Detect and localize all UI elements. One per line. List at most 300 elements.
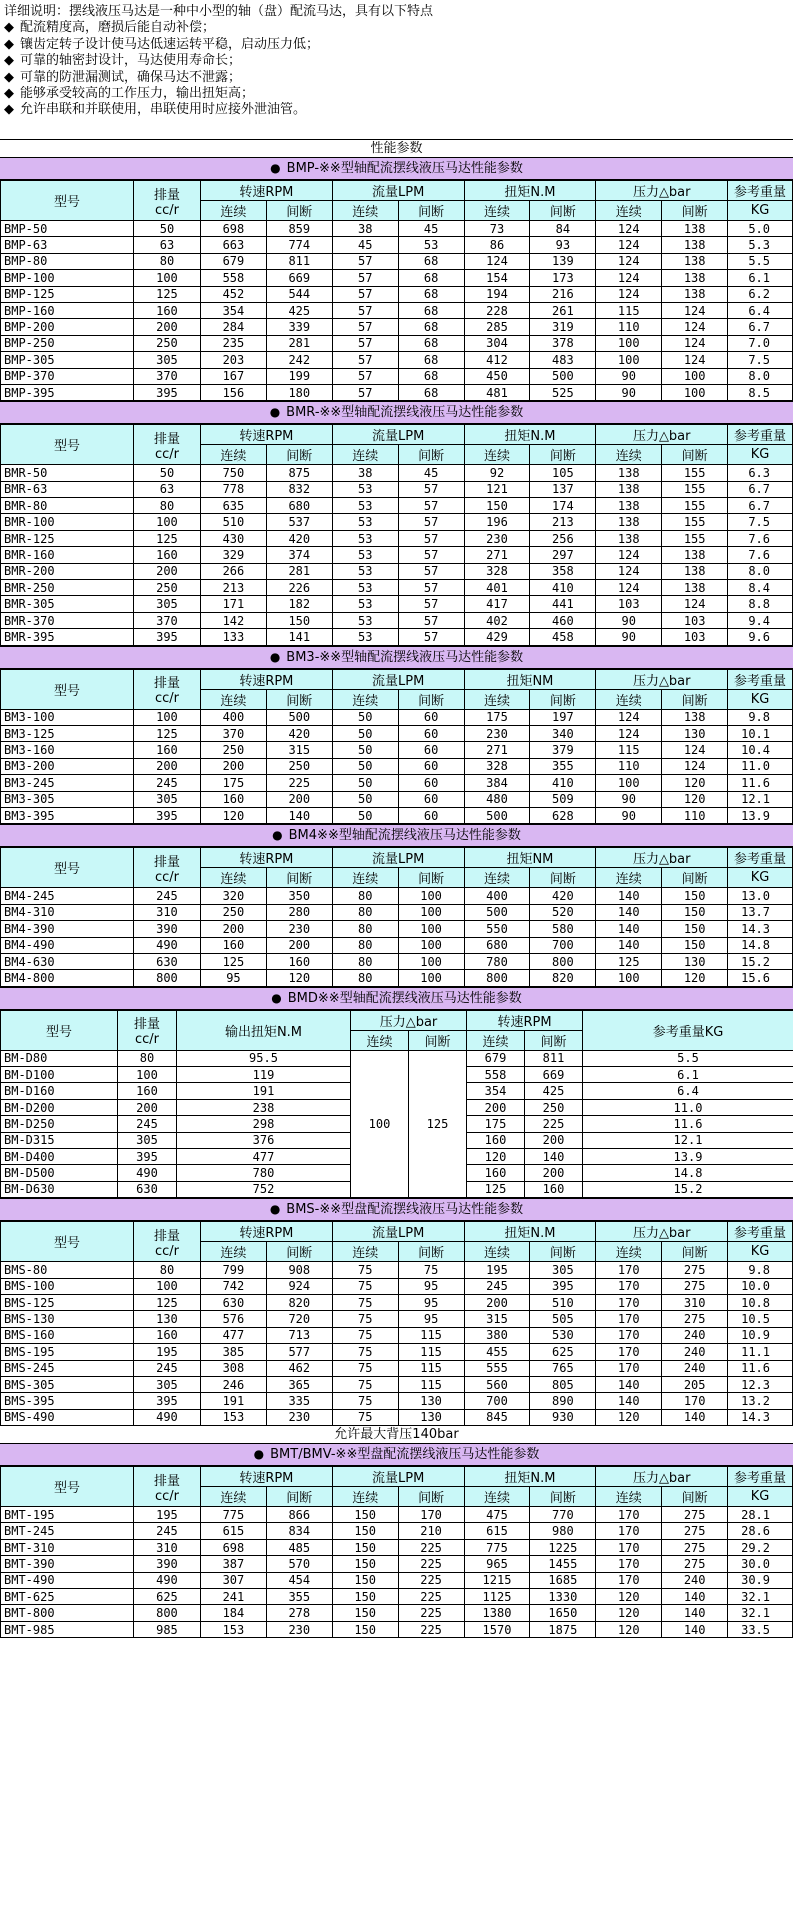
col-header-intermittent: 间断 — [530, 1242, 596, 1262]
col-header-intermittent: 间断 — [530, 1487, 596, 1507]
value-cell: 390 — [133, 1556, 200, 1572]
value-cell: 370 — [133, 368, 200, 384]
table-row — [1, 904, 793, 920]
bmd-spec-table — [0, 1010, 793, 1199]
value-cell: 182 — [266, 596, 332, 612]
col-header-continuous: 连续 — [596, 1242, 662, 1262]
weight-cell: 33.5 — [728, 1621, 793, 1637]
value-cell: 635 — [200, 498, 266, 514]
value-cell: 875 — [266, 465, 332, 481]
value-cell: 713 — [266, 1327, 332, 1343]
value-cell: 965 — [464, 1556, 530, 1572]
weight-cell: 14.3 — [728, 921, 793, 937]
feature-text: 可靠的防泄漏测试，确保马达不泄露； — [20, 69, 242, 85]
value-cell: 355 — [266, 1589, 332, 1605]
table-row — [1, 709, 793, 725]
table-row — [1, 1393, 793, 1409]
value-cell: 100 — [398, 921, 464, 937]
value-cell: 1875 — [530, 1621, 596, 1637]
col-header-weight-unit: KG — [728, 689, 793, 709]
value-cell: 615 — [464, 1523, 530, 1539]
col-header-torque: 扭矩NM — [464, 669, 596, 689]
value-cell: 780 — [177, 1165, 351, 1181]
value-cell: 95 — [398, 1311, 464, 1327]
value-cell: 742 — [200, 1278, 266, 1294]
value-cell: 50 — [133, 221, 200, 237]
weight-cell: 9.6 — [728, 629, 793, 645]
value-cell: 138 — [596, 530, 662, 546]
value-cell: 80 — [332, 970, 398, 986]
value-cell: 278 — [266, 1605, 332, 1621]
value-cell: 68 — [398, 286, 464, 302]
value-cell: 110 — [662, 807, 728, 823]
model-cell: BM-D160 — [1, 1083, 118, 1099]
weight-cell: 6.1 — [728, 270, 793, 286]
value-cell: 110 — [596, 758, 662, 774]
circle-bullet-icon: ● — [272, 828, 283, 843]
weight-cell: 11.6 — [728, 1360, 793, 1376]
value-cell: 125 — [133, 530, 200, 546]
value-cell: 213 — [530, 514, 596, 530]
value-cell: 150 — [266, 612, 332, 628]
value-cell: 615 — [200, 1523, 266, 1539]
model-cell: BM-D250 — [1, 1116, 118, 1132]
value-cell: 120 — [596, 1409, 662, 1425]
col-header-displacement-label: 排量 — [153, 431, 180, 447]
table-row — [1, 1327, 793, 1343]
model-cell: BMP-80 — [1, 253, 134, 269]
value-cell: 68 — [398, 302, 464, 318]
col-header-continuous: 连续 — [200, 445, 266, 465]
circle-bullet-icon: ● — [269, 405, 281, 420]
col-header-speed: 转速RPM — [200, 1467, 332, 1487]
table-title-bar — [0, 824, 793, 847]
col-header-displacement-unit: cc/r — [134, 1032, 160, 1048]
value-cell: 80 — [133, 1262, 200, 1278]
value-cell: 80 — [332, 921, 398, 937]
value-cell: 124 — [662, 352, 728, 368]
value-cell: 170 — [662, 1393, 728, 1409]
value-cell: 153 — [200, 1621, 266, 1637]
table-row — [1, 563, 793, 579]
value-cell: 124 — [596, 270, 662, 286]
spec-table — [0, 1466, 793, 1638]
value-cell: 53 — [332, 481, 398, 497]
value-cell: 490 — [133, 937, 200, 953]
value-cell: 680 — [266, 498, 332, 514]
col-header-output-torque: 输出扭矩N.M — [177, 1010, 351, 1050]
weight-cell: 6.3 — [728, 465, 793, 481]
value-cell: 310 — [133, 904, 200, 920]
table-title-bar — [0, 646, 793, 669]
value-cell: 195 — [133, 1507, 200, 1523]
value-cell: 75 — [332, 1311, 398, 1327]
value-cell: 90 — [596, 629, 662, 645]
value-cell: 95 — [200, 970, 266, 986]
value-cell: 170 — [596, 1311, 662, 1327]
col-header-flow: 流量LPM — [332, 848, 464, 868]
value-cell: 100 — [118, 1067, 177, 1083]
value-cell: 75 — [332, 1393, 398, 1409]
value-cell: 160 — [133, 1327, 200, 1343]
value-cell: 365 — [266, 1376, 332, 1392]
value-cell: 370 — [133, 612, 200, 628]
col-header-model: 型号 — [1, 669, 134, 709]
value-cell: 170 — [596, 1278, 662, 1294]
col-header-displacement-label: 排量 — [153, 1473, 180, 1489]
model-cell: BMR-50 — [1, 465, 134, 481]
value-cell: 63 — [133, 237, 200, 253]
table-row — [1, 302, 793, 318]
value-cell: 228 — [464, 302, 530, 318]
value-cell: 124 — [662, 319, 728, 335]
col-header-intermittent: 间断 — [530, 201, 596, 221]
value-cell: 130 — [662, 725, 728, 741]
col-header-intermittent: 间断 — [398, 689, 464, 709]
value-cell: 80 — [332, 888, 398, 904]
intro-heading: 详细说明：摆线液压马达是一种中小型的轴（盘）配流马达，具有以下特点 — [4, 4, 434, 19]
model-cell: BM3-395 — [1, 807, 134, 823]
table-title-bar — [0, 157, 793, 180]
value-cell: 281 — [266, 563, 332, 579]
weight-cell: 10.4 — [728, 742, 793, 758]
value-cell: 242 — [266, 352, 332, 368]
value-cell: 38 — [332, 221, 398, 237]
value-cell: 480 — [464, 791, 530, 807]
value-cell: 171 — [200, 596, 266, 612]
col-header-speed: 转速RPM — [200, 181, 332, 201]
table-row — [1, 286, 793, 302]
value-cell: 275 — [662, 1262, 728, 1278]
model-cell: BMS-130 — [1, 1311, 134, 1327]
value-cell: 329 — [200, 547, 266, 563]
col-header-pressure: 压力△bar — [596, 669, 728, 689]
value-cell: 358 — [530, 563, 596, 579]
value-cell: 154 — [464, 270, 530, 286]
col-header-continuous: 连续 — [332, 201, 398, 221]
weight-cell: 10.5 — [728, 1311, 793, 1327]
feature-item — [4, 86, 789, 102]
model-cell: BMS-160 — [1, 1327, 134, 1343]
col-header-weight: 参考重量 — [728, 848, 793, 868]
value-cell: 669 — [266, 270, 332, 286]
value-cell: 100 — [596, 775, 662, 791]
model-cell: BMS-100 — [1, 1278, 134, 1294]
value-cell: 200 — [133, 319, 200, 335]
value-cell: 225 — [398, 1589, 464, 1605]
value-cell: 90 — [596, 384, 662, 400]
value-cell: 305 — [133, 352, 200, 368]
table-row — [1, 953, 793, 969]
value-cell: 53 — [332, 563, 398, 579]
value-cell: 124 — [662, 302, 728, 318]
value-cell: 125 — [596, 953, 662, 969]
value-cell: 225 — [266, 775, 332, 791]
table-row — [1, 629, 793, 645]
table-row — [1, 1278, 793, 1294]
value-cell: 191 — [200, 1393, 266, 1409]
value-cell: 68 — [398, 253, 464, 269]
model-cell: BM-D630 — [1, 1181, 118, 1197]
value-cell: 120 — [200, 807, 266, 823]
value-cell: 410 — [530, 775, 596, 791]
col-header-intermittent: 间断 — [525, 1030, 583, 1050]
col-header-displacement — [133, 1467, 200, 1507]
value-cell: 328 — [464, 563, 530, 579]
value-cell: 138 — [596, 481, 662, 497]
col-header-model: 型号 — [1, 181, 134, 221]
weight-cell: 6.7 — [728, 498, 793, 514]
value-cell: 93 — [530, 237, 596, 253]
value-cell: 271 — [464, 742, 530, 758]
model-cell: BMP-125 — [1, 286, 134, 302]
weight-cell: 15.6 — [728, 970, 793, 986]
model-cell: BMR-370 — [1, 612, 134, 628]
value-cell: 510 — [530, 1294, 596, 1310]
value-cell: 90 — [596, 791, 662, 807]
value-cell: 150 — [332, 1556, 398, 1572]
col-header-displacement-unit: cc/r — [154, 1488, 179, 1504]
value-cell: 45 — [332, 237, 398, 253]
value-cell: 275 — [662, 1556, 728, 1572]
weight-cell: 12.1 — [728, 791, 793, 807]
value-cell: 150 — [662, 921, 728, 937]
col-header-speed: 转速RPM — [200, 848, 332, 868]
value-cell: 800 — [133, 1605, 200, 1621]
value-cell: 230 — [464, 530, 530, 546]
col-header-continuous: 连续 — [596, 445, 662, 465]
value-cell: 230 — [266, 1409, 332, 1425]
value-cell: 297 — [530, 547, 596, 563]
value-cell: 60 — [398, 709, 464, 725]
value-cell: 425 — [525, 1083, 583, 1099]
table-row — [1, 1621, 793, 1637]
model-cell: BMR-200 — [1, 563, 134, 579]
table-row — [1, 237, 793, 253]
value-cell: 225 — [398, 1572, 464, 1588]
value-cell: 50 — [332, 742, 398, 758]
weight-cell: 7.6 — [728, 530, 793, 546]
value-cell: 500 — [464, 904, 530, 920]
value-cell: 105 — [530, 465, 596, 481]
value-cell: 63 — [133, 481, 200, 497]
value-cell: 378 — [530, 335, 596, 351]
value-cell: 57 — [398, 563, 464, 579]
col-header-intermittent: 间断 — [530, 868, 596, 888]
value-cell: 820 — [266, 1294, 332, 1310]
value-cell: 57 — [398, 514, 464, 530]
weight-cell: 5.3 — [728, 237, 793, 253]
value-cell: 68 — [398, 384, 464, 400]
value-cell: 184 — [200, 1605, 266, 1621]
value-cell: 310 — [133, 1539, 200, 1555]
value-cell: 150 — [662, 937, 728, 953]
feature-item — [4, 37, 789, 53]
value-cell: 305 — [133, 791, 200, 807]
value-cell: 679 — [467, 1050, 525, 1066]
value-cell: 160 — [133, 302, 200, 318]
model-cell: BMS-195 — [1, 1344, 134, 1360]
value-cell: 315 — [266, 742, 332, 758]
value-cell: 550 — [464, 921, 530, 937]
value-cell: 477 — [177, 1149, 351, 1165]
table-title-bar — [0, 987, 793, 1010]
value-cell: 140 — [596, 1393, 662, 1409]
feature-item — [4, 20, 789, 36]
model-cell: BMT-625 — [1, 1589, 134, 1605]
value-cell: 805 — [530, 1376, 596, 1392]
value-cell: 354 — [467, 1083, 525, 1099]
value-cell: 103 — [662, 612, 728, 628]
value-cell: 570 — [266, 1556, 332, 1572]
value-cell: 75 — [332, 1376, 398, 1392]
value-cell: 75 — [332, 1409, 398, 1425]
value-cell: 200 — [525, 1132, 583, 1148]
value-cell: 430 — [200, 530, 266, 546]
value-cell: 150 — [662, 888, 728, 904]
value-cell: 124 — [662, 758, 728, 774]
value-cell: 75 — [332, 1262, 398, 1278]
weight-cell: 8.4 — [728, 580, 793, 596]
model-cell: BMR-125 — [1, 530, 134, 546]
value-cell: 320 — [200, 888, 266, 904]
value-cell: 275 — [662, 1523, 728, 1539]
value-cell: 175 — [200, 775, 266, 791]
weight-cell: 11.0 — [728, 758, 793, 774]
model-cell: BMP-50 — [1, 221, 134, 237]
value-cell: 509 — [530, 791, 596, 807]
col-header-torque: 扭矩N.M — [464, 181, 596, 201]
value-cell: 60 — [398, 758, 464, 774]
value-cell: 86 — [464, 237, 530, 253]
value-cell: 115 — [398, 1376, 464, 1392]
weight-cell: 12.1 — [583, 1132, 793, 1148]
col-header-intermittent: 间断 — [662, 689, 728, 709]
col-header-pressure: 压力△bar — [596, 425, 728, 445]
value-cell: 125 — [467, 1181, 525, 1197]
value-cell: 120 — [467, 1149, 525, 1165]
col-header-continuous: 连续 — [200, 201, 266, 221]
value-cell: 537 — [266, 514, 332, 530]
value-cell: 68 — [398, 270, 464, 286]
value-cell: 374 — [266, 547, 332, 563]
model-cell: BMR-100 — [1, 514, 134, 530]
weight-cell: 13.9 — [583, 1149, 793, 1165]
value-cell: 38 — [332, 465, 398, 481]
value-cell: 752 — [177, 1181, 351, 1197]
value-cell: 577 — [266, 1344, 332, 1360]
value-cell: 832 — [266, 481, 332, 497]
table-row — [1, 253, 793, 269]
model-cell: BMP-395 — [1, 384, 134, 400]
model-cell: BM4-245 — [1, 888, 134, 904]
value-cell: 170 — [596, 1262, 662, 1278]
value-cell: 210 — [398, 1523, 464, 1539]
model-cell: BM-D500 — [1, 1165, 118, 1181]
col-header-displacement — [133, 1222, 200, 1262]
value-cell: 57 — [398, 481, 464, 497]
value-cell: 429 — [464, 629, 530, 645]
value-cell: 441 — [530, 596, 596, 612]
value-cell: 230 — [266, 1621, 332, 1637]
value-cell: 124 — [596, 580, 662, 596]
value-cell: 845 — [464, 1409, 530, 1425]
value-cell: 395 — [118, 1149, 177, 1165]
value-cell: 625 — [133, 1589, 200, 1605]
value-cell: 140 — [596, 937, 662, 953]
col-header-displacement-unit: cc/r — [154, 691, 179, 707]
weight-cell: 28.6 — [728, 1523, 793, 1539]
value-cell: 138 — [662, 237, 728, 253]
intro-text — [0, 0, 793, 139]
weight-cell: 13.2 — [728, 1393, 793, 1409]
value-cell: 160 — [467, 1165, 525, 1181]
weight-cell: 15.2 — [728, 953, 793, 969]
diamond-bullet-icon: ◆ — [4, 36, 14, 52]
value-cell: 160 — [133, 742, 200, 758]
value-cell: 140 — [662, 1605, 728, 1621]
table-row — [1, 921, 793, 937]
table-row — [1, 547, 793, 563]
value-cell: 103 — [596, 596, 662, 612]
value-cell: 130 — [133, 1311, 200, 1327]
value-cell: 240 — [662, 1360, 728, 1376]
table-row — [1, 775, 793, 791]
value-cell: 153 — [200, 1409, 266, 1425]
col-header-continuous: 连续 — [332, 689, 398, 709]
value-cell: 100 — [398, 904, 464, 920]
model-cell: BMP-250 — [1, 335, 134, 351]
table-row — [1, 1539, 793, 1555]
value-cell: 142 — [200, 612, 266, 628]
model-cell: BMS-245 — [1, 1360, 134, 1376]
value-cell: 120 — [662, 775, 728, 791]
value-cell: 138 — [662, 547, 728, 563]
value-cell: 80 — [133, 253, 200, 269]
value-cell: 477 — [200, 1327, 266, 1343]
value-cell: 68 — [398, 319, 464, 335]
value-cell: 119 — [177, 1067, 351, 1083]
value-cell: 170 — [596, 1539, 662, 1555]
value-cell: 120 — [596, 1621, 662, 1637]
value-cell: 90 — [596, 368, 662, 384]
col-header-weight-unit: KG — [728, 445, 793, 465]
col-header-torque: 扭矩NM — [464, 848, 596, 868]
value-cell: 60 — [398, 807, 464, 823]
value-cell: 125 — [133, 1294, 200, 1310]
value-cell: 200 — [118, 1099, 177, 1115]
value-cell: 125 — [133, 286, 200, 302]
weight-cell: 12.3 — [728, 1376, 793, 1392]
value-cell: 140 — [596, 921, 662, 937]
model-cell: BM-D200 — [1, 1099, 118, 1115]
feature-item — [4, 53, 789, 69]
value-cell: 170 — [398, 1507, 464, 1523]
value-cell: 84 — [530, 221, 596, 237]
value-cell: 133 — [200, 629, 266, 645]
col-header-continuous: 连续 — [596, 1487, 662, 1507]
weight-cell: 28.1 — [728, 1507, 793, 1523]
value-cell: 200 — [133, 563, 200, 579]
value-cell: 305 — [133, 596, 200, 612]
value-cell: 1215 — [464, 1572, 530, 1588]
value-cell: 140 — [662, 1589, 728, 1605]
value-cell: 110 — [596, 319, 662, 335]
value-cell: 1380 — [464, 1605, 530, 1621]
model-cell: BM4-630 — [1, 953, 134, 969]
weight-cell: 9.4 — [728, 612, 793, 628]
value-cell: 560 — [464, 1376, 530, 1392]
